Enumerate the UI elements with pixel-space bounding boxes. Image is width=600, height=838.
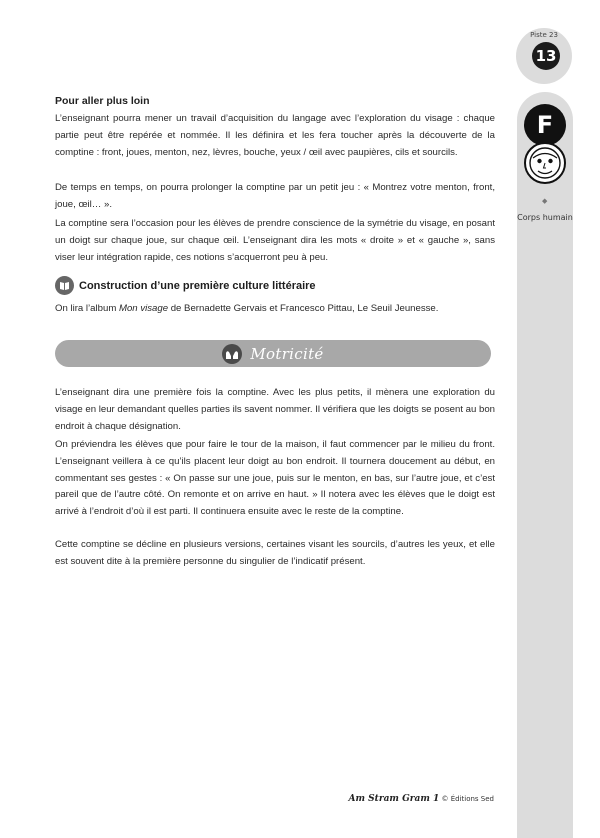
literature-title: Construction d’une première culture littéraire (79, 279, 316, 292)
album-title: Mon visage (118, 303, 169, 314)
section-heading: Pour aller plus loin (55, 95, 150, 107)
track-number: 13 (532, 42, 560, 70)
chapter-category: Corps humain (517, 213, 573, 222)
paragraph: On préviendra les élèves que pour faire le tour de la maison, il faut commencer par le milieu du front. L’enseignant veillera à ce qu’ils placent leur doigt au bon endroit. Il tournera doucement au début, en commentant ses gestes : « On passe sur une joue, puis sur le menton, en bas, sur l’autre joue, et c’est pareil que de l’autre côté. On remonte et on arrive en haut. » Il notera avec les élèves que le doigt est arrivé à l’endroit d’où il est parti. Il continuera ensuite avec le reste de la comptine. (55, 439, 495, 518)
chapter-letter-badge: F (524, 104, 566, 146)
literature-paragraph (55, 301, 495, 318)
book-icon (55, 276, 74, 295)
paragraph: La comptine sera l’occasion pour les élèves de prendre conscience de la symétrie du visage, en posant un doigt sur chaque joue, sur chaque œil. L’enseignant dira les mots « droite » et « gauche », sans viser leur intégration rapide, ces notions s’acquerront peu à peu. (55, 218, 495, 263)
paragraph: De temps en temps, on pourra prolonger la comptine par un petit jeu : « Montrez votre menton, front, joue, œil… ». (55, 182, 495, 210)
banner-title: Motricité (250, 344, 324, 363)
face-icon (523, 141, 567, 185)
hands-icon (222, 344, 242, 364)
page-footer (320, 794, 494, 804)
text-after: de Bernadette Gervais et Francesco Pittau, Le Seuil Jeunesse. (168, 303, 439, 314)
footer-copyright: © Éditions Sed (441, 795, 494, 803)
track-label: Piste 23 (530, 31, 558, 39)
literature-heading (55, 276, 316, 295)
paragraph: Cette comptine se décline en plusieurs versions, certaines visant les sourcils, d’autres les yeux, et elle est souvent dite à la première personne du singulier de l’indicatif présent. (55, 539, 495, 567)
footer-brand: Am Stram Gram 1 (348, 794, 440, 804)
paragraph: L’enseignant dira une première fois la comptine. Avec les plus petits, il mènera une exploration du visage en leur demandant quelles parties ils savent nommer. Il vérifiera que les doigts se posent au bon endroit à chaque désignation. (55, 387, 495, 432)
motricite-banner (55, 340, 491, 367)
text-before: On lira l’album (55, 303, 119, 314)
paragraph: L’enseignant pourra mener un travail d’acquisition du langage avec l’exploration du visage : chaque partie peut être repérée et nommée. Il les définira et les fera toucher après la découverte de la comptine : front, joues, menton, nez, lèvres, bouche, yeux / œil avec paupières, cils et sourcils. (55, 113, 495, 158)
diamond-icon: ◆ (542, 197, 548, 205)
